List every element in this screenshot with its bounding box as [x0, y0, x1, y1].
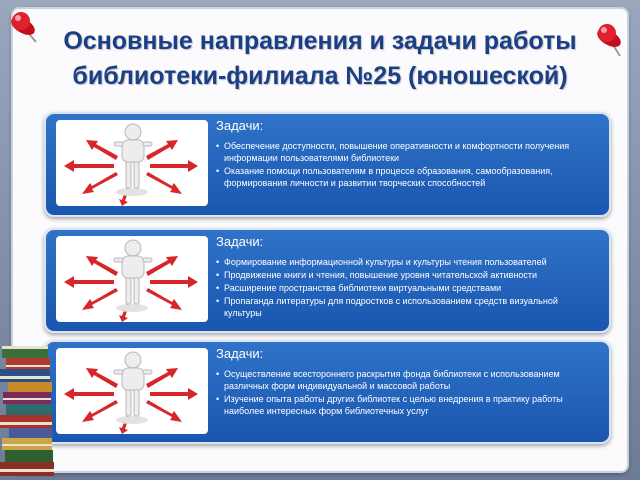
- list-item: • Формирование информационной культуры и культуры чтения пользователей: [216, 256, 597, 268]
- card-heading: Задачи:: [216, 234, 264, 249]
- person-with-arrows-icon: [56, 236, 208, 322]
- task-card-1: [44, 112, 611, 217]
- title-line-2: библиотеки-филиала №25 (юношеской): [72, 62, 568, 90]
- task-list: [216, 140, 597, 189]
- title-line-1: Основные направления и задачи работы: [63, 27, 577, 55]
- task-list: [216, 368, 597, 417]
- list-item: • Изучение опыта работы других библиотек с целью внедрения в практику работы наиболее интересных форм библиотечных услуг: [216, 393, 597, 417]
- task-card-3: [44, 340, 611, 444]
- list-item: • Обеспечение доступности, повышение оперативности и комфортности получения информации пользователями библиотеки: [216, 140, 597, 164]
- person-with-arrows-icon: [56, 348, 208, 434]
- person-with-arrows-icon: [56, 120, 208, 206]
- task-list: [216, 256, 597, 319]
- list-item: • Продвижение книги и чтения, повышение уровня читательской активности: [216, 269, 597, 281]
- list-item: • Осуществление всестороннего раскрытия фонда библиотеки с использованием различных форм индивидуальной и массовой работы: [216, 368, 597, 392]
- card-heading: Задачи:: [216, 346, 264, 361]
- page-title: [40, 24, 600, 94]
- book-stack-icon: [0, 338, 70, 480]
- list-item: • Пропаганда литературы для подростков с использованием средств визуальной культуры: [216, 295, 597, 319]
- list-item: • Расширение пространства библиотеки виртуальными средствами: [216, 282, 597, 294]
- list-item: • Оказание помощи пользователям в процессе образования, самообразования, формирования личности и развитии творческих способностей: [216, 165, 597, 189]
- card-heading: Задачи:: [216, 118, 264, 133]
- task-card-2: [44, 228, 611, 333]
